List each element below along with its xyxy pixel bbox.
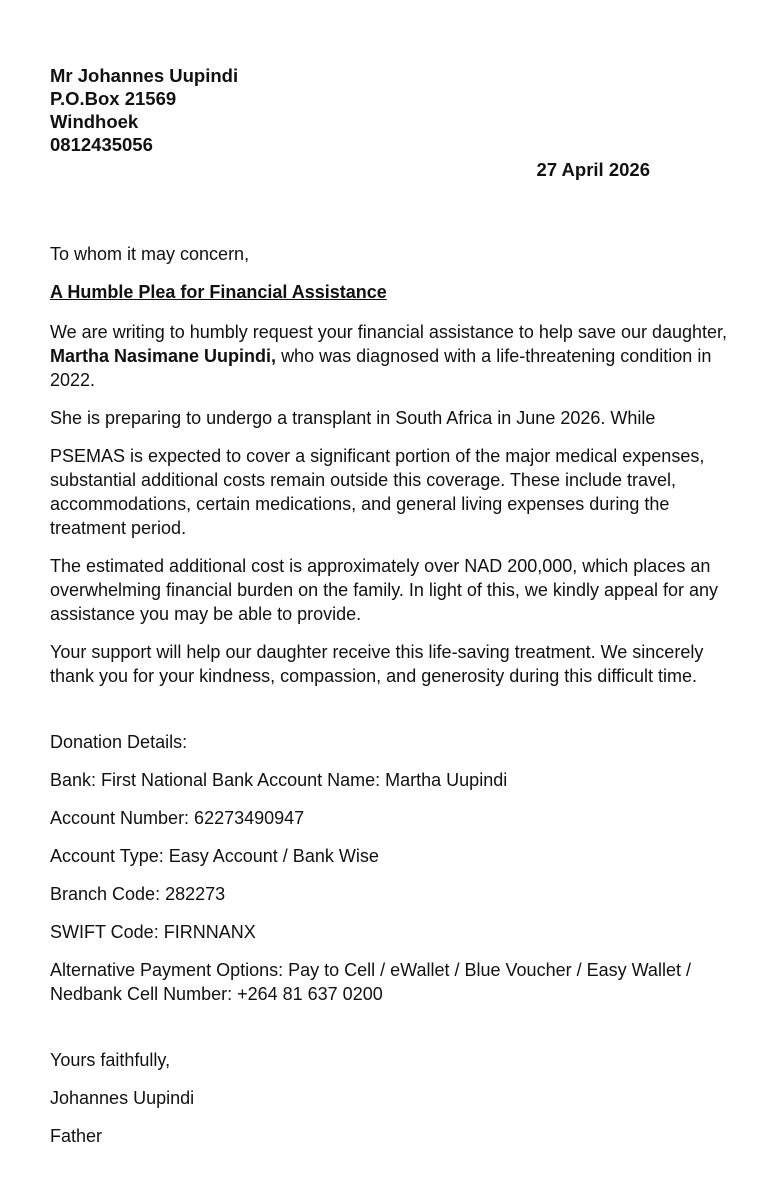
paragraph-cost: The estimated additional cost is approximately over NAD 200,000, which places an overwhelming financial burden on the family. In light of this, we kindly appeal for any assistance you may be able to provide.: [50, 556, 719, 624]
sender-city: Windhoek: [50, 111, 139, 132]
daughter-name: Martha Nasimane Uupindi,: [50, 346, 277, 366]
donation-branch-code: Branch Code: 282273: [50, 884, 226, 904]
paragraph-request-tail: who was diagnosed with a life-threatening condition in 2022.: [50, 346, 712, 390]
sender-address-block: [50, 64, 734, 156]
letter-date: 27 April 2026: [536, 159, 650, 180]
donation-bank: Bank: First National Bank Account Name: Martha Uupindi: [50, 770, 508, 790]
sender-phone: 0812435056: [50, 134, 153, 155]
paragraph-thanks: Your support will help our daughter receive this life-saving treatment. We sincerely thank you for your kindness, compassion, and generosity during this difficult time.: [50, 642, 704, 686]
signatory-role: Father: [50, 1126, 103, 1146]
donation-details-heading: Donation Details:: [50, 732, 188, 752]
signatory-name: Johannes Uupindi: [50, 1088, 195, 1108]
donation-alternative-payment: Alternative Payment Options: Pay to Cell / eWallet / Blue Voucher / Easy Wallet / Nedbank Cell Number: +264 81 637 0200: [50, 960, 691, 1004]
donation-account-type: Account Type: Easy Account / Bank Wise: [50, 846, 379, 866]
valediction: Yours faithfully,: [50, 1050, 171, 1070]
sender-po-box: P.O.Box 21569: [50, 88, 177, 109]
paragraph-request: [50, 320, 734, 392]
salutation: To whom it may concern,: [50, 244, 250, 264]
sender-name: Mr Johannes Uupindi: [50, 65, 239, 86]
letter-subject: A Humble Plea for Financial Assistance: [50, 282, 387, 302]
paragraph-request-lead: We are writing to humbly request your financial assistance to help save our daughter,: [50, 322, 728, 342]
donation-account-number: Account Number: 62273490947: [50, 808, 305, 828]
paragraph-psemas: PSEMAS is expected to cover a significant portion of the major medical expenses, substantial additional costs remain outside this coverage. These include travel, accommodations, certain medications, and general living expenses during the treatment period.: [50, 446, 705, 538]
donation-swift-code: SWIFT Code: FIRNNANX: [50, 922, 256, 942]
paragraph-transplant: She is preparing to undergo a transplant in South Africa in June 2026. While: [50, 408, 656, 428]
